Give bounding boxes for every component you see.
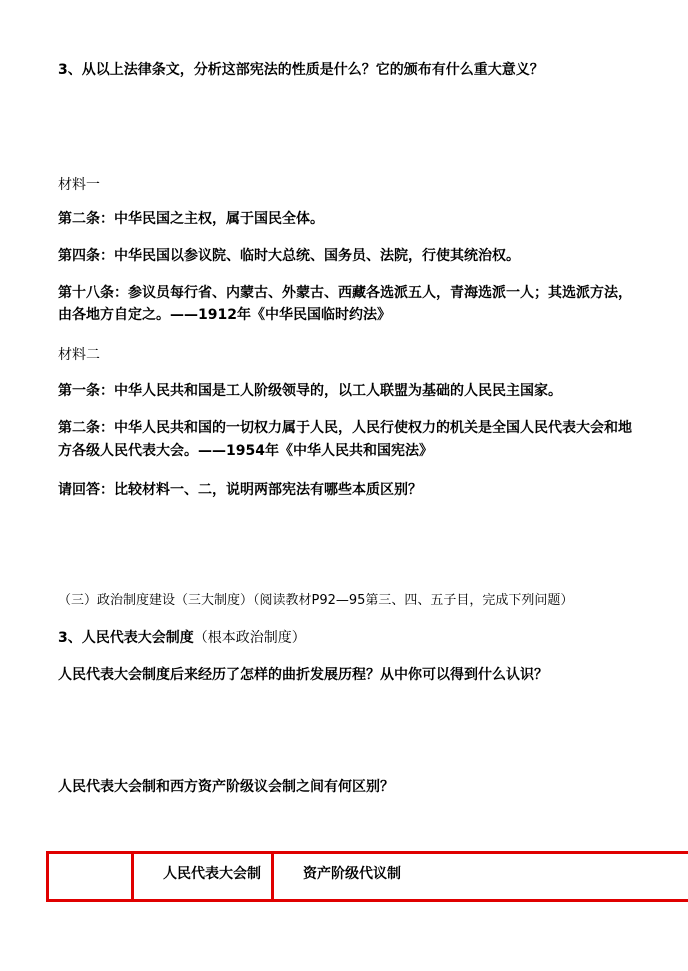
- material-2-heading: 材料二: [58, 347, 100, 363]
- npc-system-title: 3、人民代表大会制度: [58, 630, 194, 646]
- material-1-heading: 材料一: [58, 177, 100, 193]
- material-1-article-18-line-2: 由各地方自定之。——1912年《中华民国临时约法》: [58, 307, 391, 323]
- material-2-article-2-line-2: 方各级人民代表大会。——1954年《中华人民共和国宪法》: [58, 443, 433, 459]
- material-1-article-2: 第二条：中华民国之主权，属于国民全体。: [58, 211, 324, 227]
- npc-system-note: （根本政治制度）: [193, 630, 306, 646]
- table-cell-npc-text: 人民代表大会制: [163, 866, 261, 882]
- table-cell-bourgeois: [273, 853, 688, 901]
- material-1-article-4: 第四条：中华民国以参议院、临时大总统、国务员、法院，行使其统治权。: [58, 248, 520, 264]
- material-2-article-1: 第一条：中华人民共和国是工人阶级领导的，以工人联盟为基础的人民民主国家。: [58, 383, 562, 399]
- question-npc-history: 人民代表大会制度后来经历了怎样的曲折发展历程？从中你可以得到什么认识？: [58, 667, 548, 683]
- material-1-article-18-line-1: 第十八条：参议员每行省、内蒙古、外蒙古、西藏各选派五人，青海选派一人；其选派方法，: [58, 285, 632, 301]
- table-cell-blank-text: [49, 854, 131, 864]
- table-cell-bourgeois-text: 资产阶级代议制: [303, 866, 401, 882]
- table-cell-blank: [48, 853, 133, 901]
- question-npc-vs-parliament: 人民代表大会制和西方资产阶级议会制之间有何区别？: [58, 779, 394, 795]
- question-compare-constitutions: 请回答：比较材料一、二，说明两部宪法有哪些本质区别？: [58, 482, 422, 498]
- section-3-heading: （三）政治制度建设（三大制度）（阅读教材P92—95第三、四、五子目，完成下列问题）: [58, 593, 574, 608]
- material-2-article-2-line-1: 第二条：中华人民共和国的一切权力属于人民，人民行使权力的机关是全国人民代表大会和地: [58, 420, 632, 436]
- npc-system-heading: [58, 628, 306, 648]
- table-cell-npc: [133, 853, 273, 901]
- table-row: [48, 853, 688, 901]
- comparison-table: [46, 851, 688, 902]
- question-3: 3、从以上法律条文，分析这部宪法的性质是什么？它的颁布有什么重大意义？: [58, 62, 544, 78]
